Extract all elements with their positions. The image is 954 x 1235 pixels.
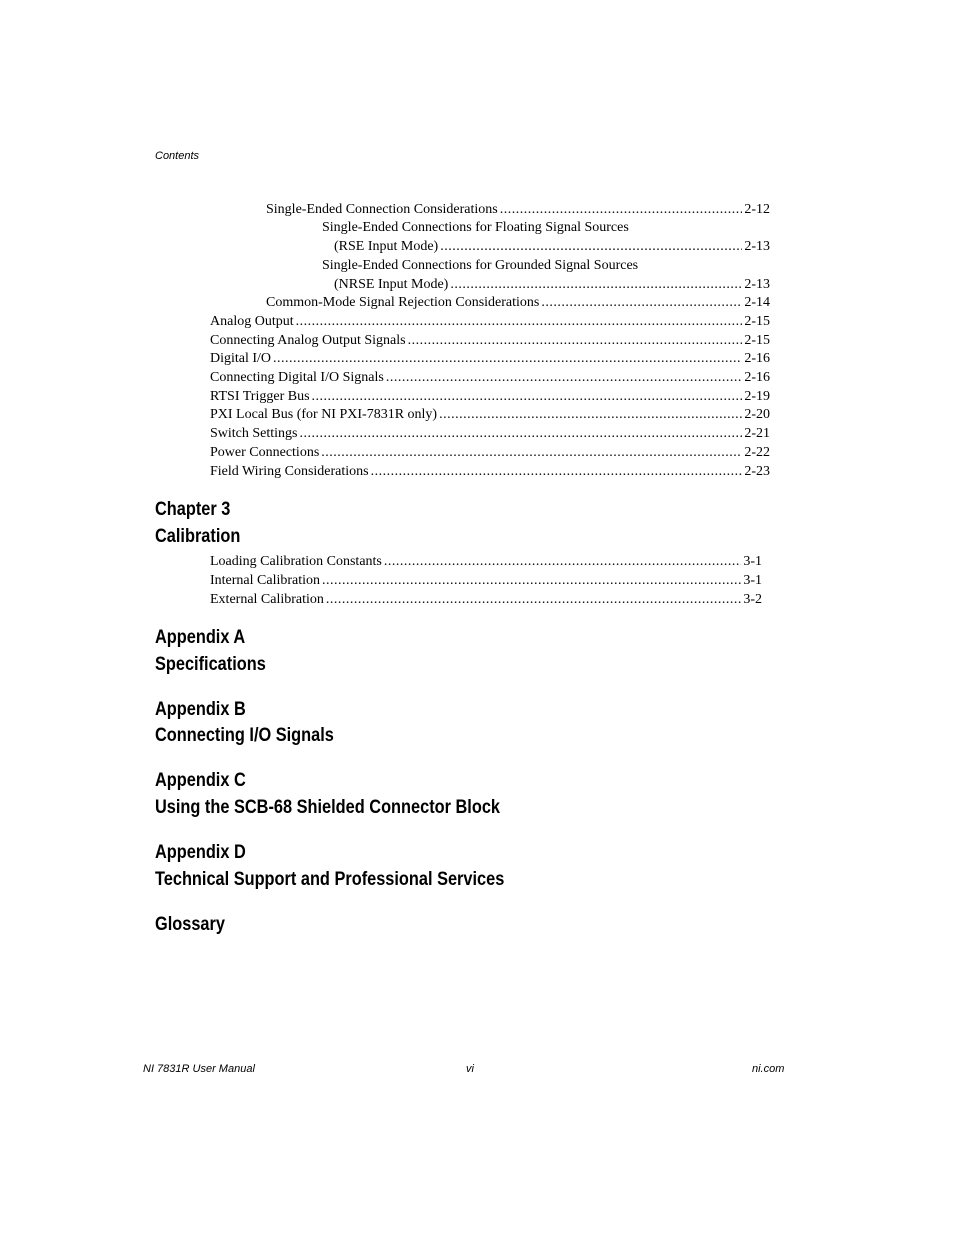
- appendix-a-title[interactable]: Specifications: [155, 654, 266, 675]
- leader-dots: [371, 462, 743, 481]
- toc-entry-page: 2-22: [744, 445, 770, 460]
- leader-dots: [439, 405, 742, 424]
- toc-entry-title: PXI Local Bus (for NI PXI-7831R only): [210, 407, 438, 422]
- leader-dots: [321, 443, 742, 462]
- toc-entry[interactable]: [210, 552, 762, 571]
- toc-entry-title: Switch Settings: [210, 426, 298, 441]
- leader-dots: [296, 312, 743, 331]
- running-head: Contents: [155, 150, 200, 162]
- toc-entry-title: External Calibration: [210, 592, 324, 607]
- toc-entry-title: Internal Calibration: [210, 573, 321, 588]
- toc-entry-title: Loading Calibration Constants: [210, 554, 382, 569]
- footer-website: ni.com: [752, 1063, 785, 1075]
- toc-entry-page: 2-16: [744, 351, 770, 366]
- toc-entry-title: (NRSE Input Mode): [334, 277, 449, 292]
- toc-entry[interactable]: [210, 424, 770, 443]
- toc-entry-page: 2-15: [744, 314, 770, 329]
- chapter-3-label[interactable]: Chapter 3: [155, 499, 231, 520]
- footer-manual-title: NI 7831R User Manual: [143, 1063, 255, 1075]
- toc-entry-title: (RSE Input Mode): [334, 239, 439, 254]
- toc-entry-title: Common-Mode Signal Rejection Considerations: [266, 295, 540, 310]
- toc-entry-page: 2-12: [744, 202, 770, 217]
- toc-entry[interactable]: [334, 275, 770, 294]
- toc-entry-page: 3-2: [743, 592, 762, 607]
- leader-dots: [322, 571, 741, 590]
- toc-entry-title: Digital I/O: [210, 351, 272, 366]
- toc-entry[interactable]: [334, 237, 770, 256]
- toc-entry-page: 3-1: [743, 573, 762, 588]
- toc-entry[interactable]: [210, 312, 770, 331]
- toc-entry-page: 2-13: [744, 239, 770, 254]
- leader-dots: [500, 200, 743, 219]
- toc-entry[interactable]: [266, 293, 770, 312]
- toc-entry-page: 2-21: [744, 426, 770, 441]
- leader-dots: [450, 275, 742, 294]
- toc-entry-title: Single-Ended Connection Considerations: [266, 202, 498, 217]
- toc-entry[interactable]: [210, 462, 770, 481]
- leader-dots: [440, 237, 742, 256]
- leader-dots: [408, 331, 743, 350]
- appendix-c-title[interactable]: Using the SCB-68 Shielded Connector Block: [155, 797, 501, 818]
- toc-entry-page: 2-14: [744, 295, 770, 310]
- appendix-d-label[interactable]: Appendix D: [155, 842, 246, 863]
- glossary-title[interactable]: Glossary: [155, 914, 225, 935]
- toc-entry[interactable]: [210, 590, 762, 609]
- toc-entry[interactable]: [210, 405, 770, 424]
- chapter-3-title[interactable]: Calibration: [155, 526, 241, 547]
- toc-entry-title[interactable]: Single-Ended Connections for Grounded Signal Sources: [322, 258, 639, 273]
- leader-dots: [326, 590, 741, 609]
- toc-entry[interactable]: [210, 349, 770, 368]
- toc-entry[interactable]: [210, 368, 770, 387]
- toc-entry-page: 3-1: [743, 554, 762, 569]
- toc-entry-title: Field Wiring Considerations: [210, 464, 369, 479]
- toc-entry-title: Analog Output: [210, 314, 294, 329]
- toc-entry-title: Connecting Analog Output Signals: [210, 333, 406, 348]
- toc-entry-title: Power Connections: [210, 445, 320, 460]
- footer-page-number: vi: [466, 1063, 474, 1075]
- appendix-b-label[interactable]: Appendix B: [155, 699, 246, 720]
- toc-entry-page: 2-15: [744, 333, 770, 348]
- toc-entry-title: RTSI Trigger Bus: [210, 389, 310, 404]
- toc-entry[interactable]: [210, 331, 770, 350]
- toc-entry-page: 2-13: [744, 277, 770, 292]
- leader-dots: [312, 387, 743, 406]
- toc-entry[interactable]: [266, 200, 770, 219]
- leader-dots: [384, 552, 741, 571]
- toc-entry-page: 2-19: [744, 389, 770, 404]
- leader-dots: [300, 424, 743, 443]
- appendix-b-title[interactable]: Connecting I/O Signals: [155, 725, 334, 746]
- toc-entry[interactable]: [210, 443, 770, 462]
- appendix-a-label[interactable]: Appendix A: [155, 627, 246, 648]
- toc-entry-title: Connecting Digital I/O Signals: [210, 370, 384, 385]
- appendix-d-title[interactable]: Technical Support and Professional Services: [155, 869, 505, 890]
- toc-entry[interactable]: [210, 571, 762, 590]
- toc-entry-page: 2-16: [744, 370, 770, 385]
- leader-dots: [273, 349, 742, 368]
- appendix-c-label[interactable]: Appendix C: [155, 770, 246, 791]
- toc-entry-page: 2-23: [744, 464, 770, 479]
- leader-dots: [541, 293, 742, 312]
- toc-entry-page: 2-20: [744, 407, 770, 422]
- toc-entry[interactable]: [210, 387, 770, 406]
- leader-dots: [386, 368, 743, 387]
- toc-entry-title[interactable]: Single-Ended Connections for Floating Signal Sources: [322, 220, 629, 235]
